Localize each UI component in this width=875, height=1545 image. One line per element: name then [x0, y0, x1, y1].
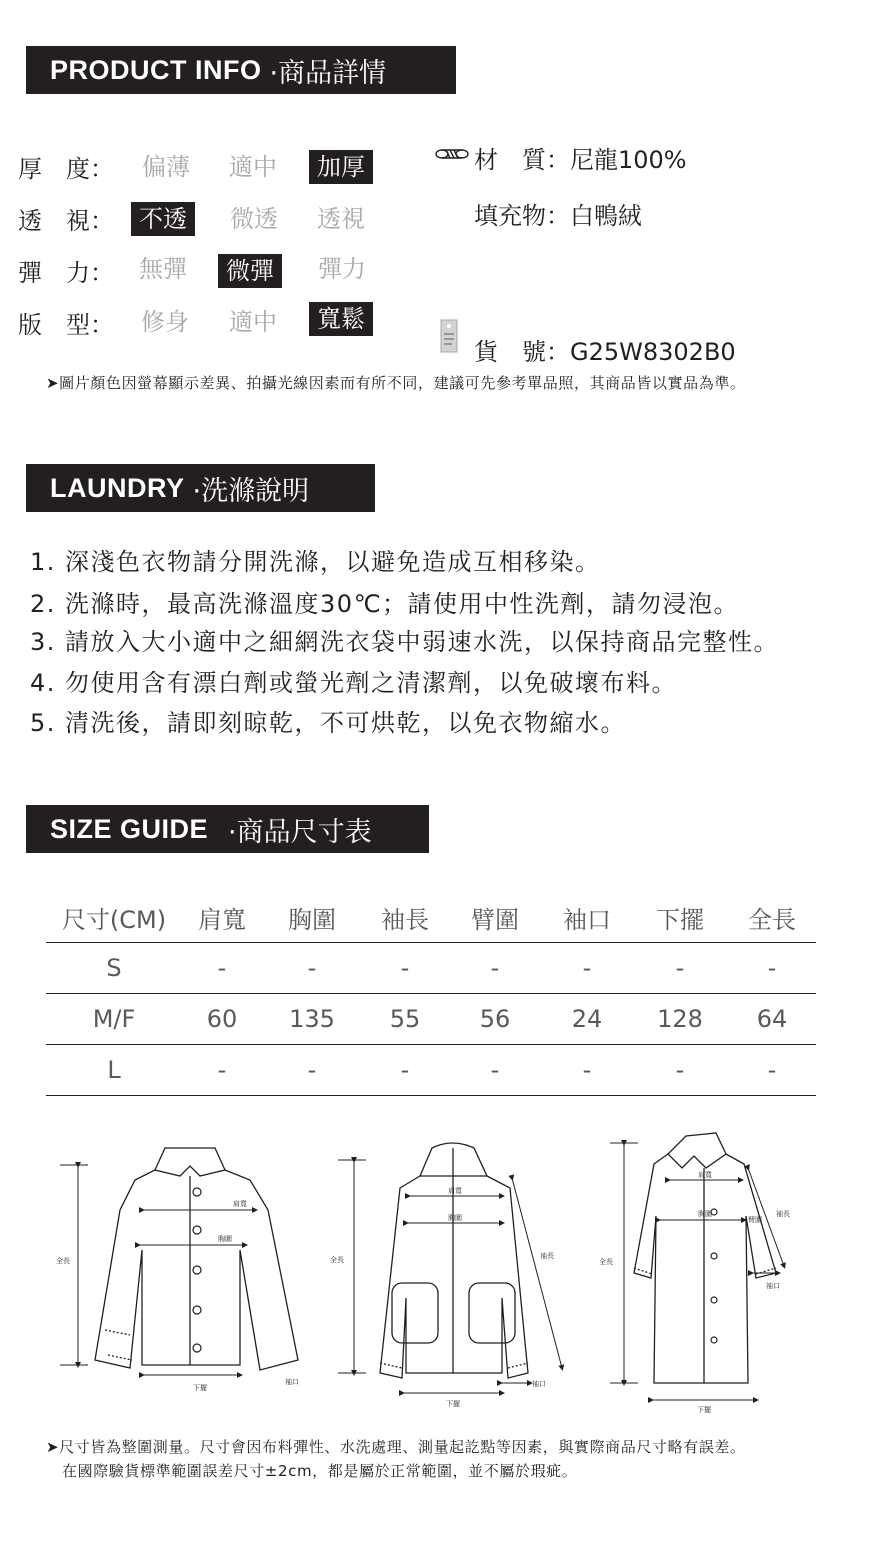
tag-icon: [438, 318, 460, 354]
attr-fit: [18, 304, 122, 340]
column-header: 臂圍: [448, 892, 542, 943]
hem-label: 下擺: [697, 1406, 711, 1414]
laundry-item: 5. 清洗後，請即刻晾乾，不可烘乾，以免衣物縮水。: [30, 709, 627, 737]
column-header: 袖口: [542, 892, 632, 943]
table-cell: -: [542, 1045, 632, 1096]
table-cell: -: [362, 1045, 448, 1096]
hooded-coat-diagram: [322, 1138, 582, 1418]
hem-label: 下擺: [193, 1384, 207, 1392]
table-cell: -: [728, 1045, 816, 1096]
laundry-title: LAUNDRY: [50, 472, 185, 503]
attr-option-selected: 微彈: [218, 254, 282, 288]
size-disclaimer-line1: ➤尺寸皆為整圍測量。尺寸會因布料彈性、水洗處理、測量起訖點等因素，與實際商品尺寸略有誤差。: [46, 1438, 746, 1456]
cuff-label: 袖口: [285, 1378, 299, 1386]
size-guide-title: SIZE GUIDE: [50, 813, 209, 844]
table-cell: -: [542, 943, 632, 994]
table-cell: S: [46, 943, 182, 994]
table-cell: 128: [632, 994, 728, 1045]
table-cell: -: [262, 943, 362, 994]
chest-label: 胸圍: [218, 1235, 232, 1243]
table-cell: 135: [262, 994, 362, 1045]
laundry-subtitle: ·洗滌說明: [192, 475, 310, 507]
long-coat-diagram: [596, 1128, 836, 1418]
laundry-item: 2. 洗滌時，最高洗滌溫度30℃；請使用中性洗劑，請勿浸泡。: [30, 590, 740, 618]
table-cell: 24: [542, 994, 632, 1045]
table-cell: 55: [362, 994, 448, 1045]
column-header: 胸圍: [262, 892, 362, 943]
table-cell: -: [632, 943, 728, 994]
filling-text: 填充物：白鴨絨: [474, 202, 642, 230]
attr-option-selected: 加厚: [309, 150, 373, 184]
size-disclaimer-line2: 在國際驗貨標準範圍誤差尺寸±2cm，都是屬於正常範圍，並不屬於瑕疵。: [62, 1462, 578, 1480]
column-header: 肩寬: [182, 892, 262, 943]
hem-label: 下擺: [446, 1400, 460, 1408]
table-cell: -: [262, 1045, 362, 1096]
size-guide-subtitle: ·商品尺寸表: [228, 816, 372, 848]
attr-option-selected: 寬鬆: [309, 302, 373, 336]
product-info-header: [26, 46, 456, 94]
size-table: [46, 892, 816, 1096]
table-cell: -: [182, 943, 262, 994]
attr-transparency: [18, 200, 122, 236]
column-header: 尺寸(CM): [46, 892, 182, 943]
attr-option: 修身: [141, 308, 189, 336]
length-label: 全長: [330, 1256, 344, 1264]
column-header: 下擺: [632, 892, 728, 943]
attr-label: 透 視：: [18, 206, 114, 235]
attr-option: 無彈: [139, 255, 187, 283]
table-row: [46, 1045, 816, 1096]
attr-option: 適中: [229, 308, 277, 336]
attr-option: 適中: [229, 153, 277, 181]
attr-option-selected: 不透: [131, 202, 195, 236]
laundry-item: 4. 勿使用含有漂白劑或螢光劑之清潔劑，以免破壞布料。: [30, 669, 678, 697]
table-cell: -: [448, 1045, 542, 1096]
table-cell: -: [448, 943, 542, 994]
table-cell: 64: [728, 994, 816, 1045]
arm-label: 臂圍: [748, 1216, 762, 1224]
table-cell: -: [632, 1045, 728, 1096]
laundry-item: 3. 請放入大小適中之細網洗衣袋中弱速水洗，以保持商品完整性。: [30, 628, 780, 656]
laundry-item: 1. 深淺色衣物請分開洗滌，以避免造成互相移染。: [30, 548, 601, 576]
chest-label: 胸圍: [448, 1214, 462, 1222]
table-cell: M/F: [46, 994, 182, 1045]
laundry-header: [26, 464, 375, 512]
column-header: 全長: [728, 892, 816, 943]
table-cell: -: [728, 943, 816, 994]
table-row: [46, 994, 816, 1045]
size-guide-header: [26, 805, 429, 853]
length-label: 全長: [599, 1258, 613, 1266]
shoulder-label: 肩寬: [698, 1171, 712, 1179]
thread-spool-icon: [432, 140, 472, 168]
jacket-diagram: [50, 1140, 310, 1400]
table-cell: L: [46, 1045, 182, 1096]
material-text: 材 質：尼龍100%: [474, 146, 687, 174]
attr-option: 透視: [317, 205, 365, 233]
sleeve-label: 袖長: [540, 1252, 554, 1260]
attr-elasticity: [18, 252, 122, 288]
attr-label: 厚 度：: [18, 154, 114, 183]
product-info-title: PRODUCT INFO: [50, 54, 262, 85]
attr-option: 微透: [230, 205, 278, 233]
size-table-header-row: [46, 892, 816, 943]
table-cell: 56: [448, 994, 542, 1045]
table-row: [46, 943, 816, 994]
product-info-subtitle: ·商品詳情: [269, 57, 387, 89]
table-cell: -: [182, 1045, 262, 1096]
table-cell: 60: [182, 994, 262, 1045]
attr-label: 版 型：: [18, 310, 114, 339]
attr-thickness: [18, 148, 122, 184]
sleeve-label: 袖長: [776, 1210, 790, 1218]
shoulder-label: 肩寬: [233, 1200, 247, 1208]
attr-option: 彈力: [318, 255, 366, 283]
chest-label: 胸圍: [698, 1210, 712, 1218]
length-label: 全長: [56, 1257, 70, 1265]
attr-label: 彈 力：: [18, 258, 114, 287]
cuff-label: 袖口: [766, 1282, 780, 1290]
table-cell: -: [362, 943, 448, 994]
color-disclaimer: ➤圖片顏色因螢幕顯示差異、拍攝光線因素而有所不同，建議可先參考單品照，其商品皆以實品為準。: [46, 374, 746, 392]
cuff-label: 袖口: [532, 1380, 546, 1388]
item-number-text: 貨 號：G25W8302B0: [474, 338, 736, 366]
shoulder-label: 肩寬: [448, 1187, 462, 1195]
attr-option: 偏薄: [142, 153, 190, 181]
column-header: 袖長: [362, 892, 448, 943]
